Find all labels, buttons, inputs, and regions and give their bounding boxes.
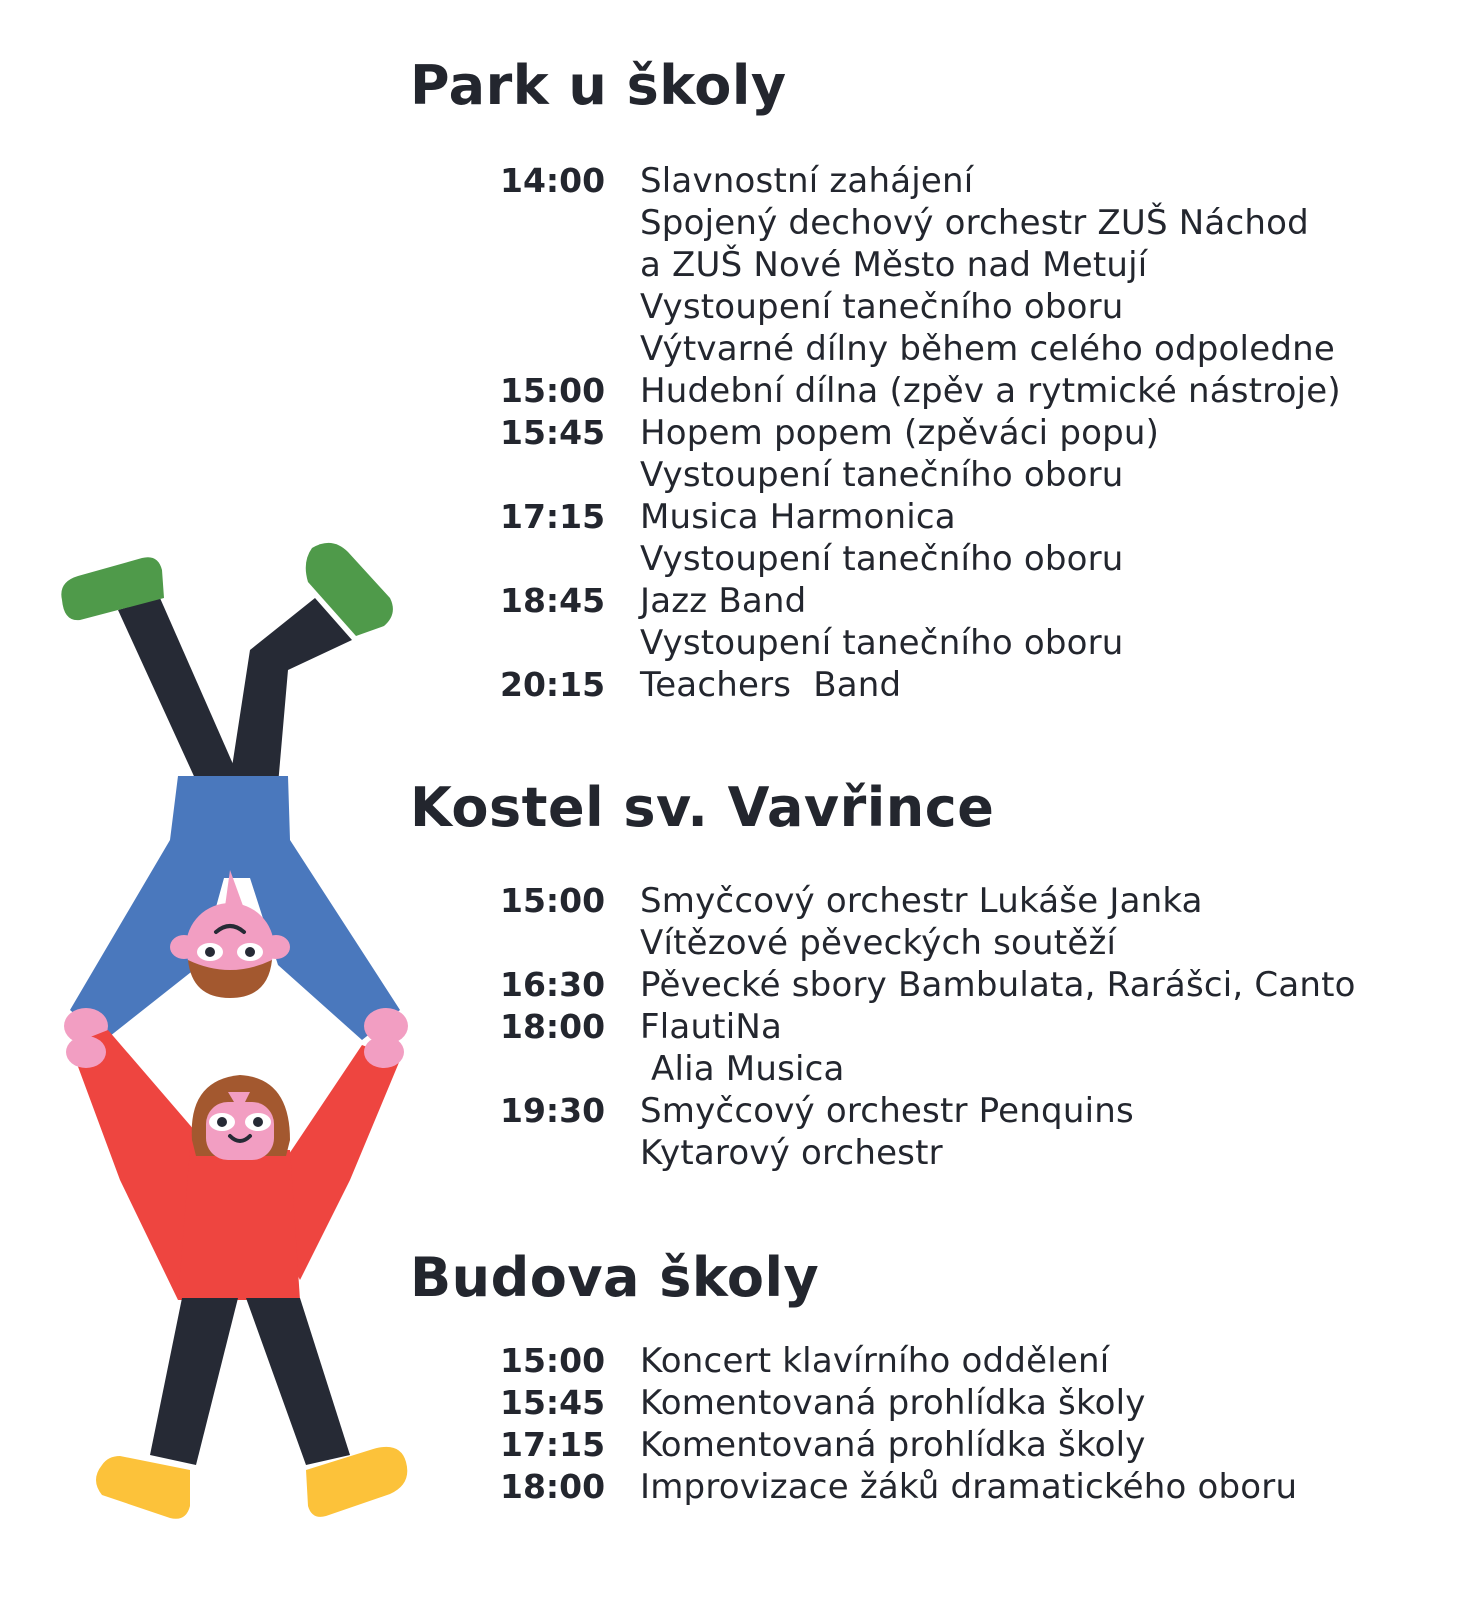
event-list	[640, 496, 1440, 580]
schedule-row	[500, 496, 1440, 580]
event-name: Vystoupení tanečního oboru	[640, 539, 1124, 579]
event-name: Výtvarné dílny během celého odpoledne	[640, 329, 1335, 369]
event-name: FlautiNa	[640, 1007, 783, 1047]
event-name: Kytarový orchestr	[640, 1133, 943, 1173]
schedule-row	[500, 580, 1440, 664]
schedule-row	[500, 964, 1440, 1006]
event-name: Hudební dílna (zpěv a rytmické nástroje)	[640, 371, 1341, 411]
section-kostel	[410, 776, 1450, 840]
event-name: Hopem popem (zpěváci popu)	[640, 413, 1160, 453]
lower-figure-shirt	[178, 1150, 300, 1300]
event-name: Smyčcový orchestr Lukáše Janka	[640, 881, 1203, 921]
lower-figure-left-shoe	[96, 1456, 190, 1519]
event-list	[640, 580, 1440, 664]
event-time: 20:15	[500, 665, 606, 704]
lower-figure-right-leg	[246, 1298, 350, 1465]
event-time: 19:30	[500, 1091, 606, 1130]
schedule-row	[500, 1424, 1440, 1466]
event-time: 15:00	[500, 881, 606, 920]
event-name: Vítězové pěveckých soutěží	[640, 923, 1117, 963]
section-park	[410, 54, 1450, 118]
event-list	[640, 1006, 1440, 1090]
section-title: Park u školy	[410, 54, 787, 117]
upper-figure-left-leg	[118, 598, 240, 785]
event-list	[640, 412, 1440, 496]
event-name: Vystoupení tanečního oboru	[640, 455, 1124, 495]
schedule-row	[500, 160, 1440, 370]
lower-figure-right-hand	[364, 1036, 404, 1068]
lower-figure-left-hand	[66, 1036, 106, 1068]
event-list	[640, 880, 1440, 964]
event-list	[640, 1090, 1440, 1174]
event-time: 18:00	[500, 1467, 606, 1506]
event-name: Jazz Band	[640, 581, 807, 621]
event-time: 15:45	[500, 1383, 606, 1422]
lower-figure	[66, 1030, 407, 1519]
event-name: Vystoupení tanečního oboru	[640, 287, 1124, 327]
event-name: Slavnostní zahájení	[640, 161, 974, 201]
event-name: Teachers Band	[640, 665, 902, 705]
event-name: Musica Harmonica	[640, 497, 956, 537]
event-time: 14:00	[500, 161, 606, 200]
schedule-row	[500, 1466, 1440, 1508]
schedule-row	[500, 1006, 1440, 1090]
schedule-row	[500, 664, 1440, 706]
event-time: 18:00	[500, 1007, 606, 1046]
event-time: 15:45	[500, 413, 606, 452]
schedule-row	[500, 880, 1440, 964]
event-name: Alia Musica	[640, 1049, 845, 1089]
event-list	[640, 1424, 1440, 1466]
event-time: 15:00	[500, 1341, 606, 1380]
section-budova	[410, 1246, 1450, 1310]
event-name: Improvizace žáků dramatického oboru	[640, 1467, 1298, 1507]
event-name: Koncert klavírního oddělení	[640, 1341, 1110, 1381]
acrobats-illustration	[50, 540, 420, 1560]
upper-figure-right-leg	[230, 598, 352, 785]
event-time: 16:30	[500, 965, 606, 1004]
event-list	[640, 160, 1440, 370]
event-name: Komentovaná prohlídka školy	[640, 1383, 1146, 1423]
event-time: 15:00	[500, 371, 606, 410]
event-name: Pěvecké sbory Bambulata, Rarášci, Canto	[640, 965, 1356, 1005]
event-name: Smyčcový orchestr Penquins	[640, 1091, 1134, 1131]
event-name: Komentovaná prohlídka školy	[640, 1425, 1146, 1465]
event-time: 17:15	[500, 1425, 606, 1464]
event-list	[640, 964, 1440, 1006]
event-list	[640, 664, 1440, 706]
event-name: Vystoupení tanečního oboru	[640, 623, 1124, 663]
event-name: Spojený dechový orchestr ZUŠ Náchod	[640, 203, 1309, 243]
event-list	[640, 1382, 1440, 1424]
section-title: Kostel sv. Vavřince	[410, 776, 995, 839]
section-title: Budova školy	[410, 1246, 820, 1309]
event-list	[640, 370, 1440, 412]
schedule-row	[500, 1090, 1440, 1174]
event-list	[640, 1340, 1440, 1382]
lower-figure-left-leg	[150, 1298, 238, 1465]
schedule-row	[500, 1340, 1440, 1382]
schedule-row	[500, 1382, 1440, 1424]
event-list	[640, 1466, 1440, 1508]
upper-figure	[61, 543, 408, 1044]
schedule-row	[500, 412, 1440, 496]
event-time: 17:15	[500, 497, 606, 536]
event-time: 18:45	[500, 581, 606, 620]
event-name: a ZUŠ Nové Město nad Metují	[640, 245, 1148, 285]
schedule-row	[500, 370, 1440, 412]
